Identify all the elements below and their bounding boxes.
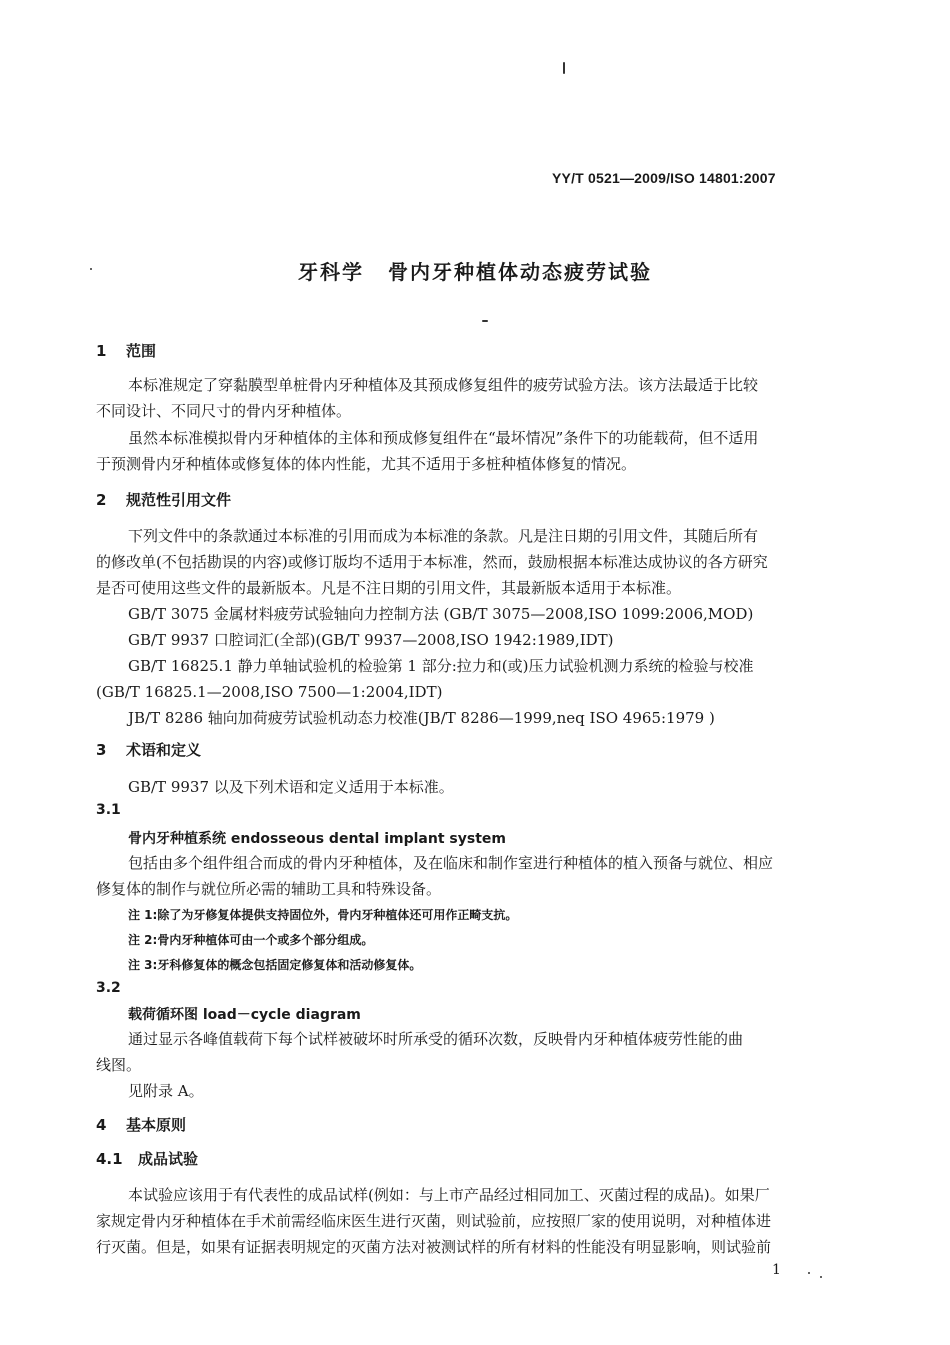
see-also: 见附录 A。 xyxy=(128,1082,204,1100)
note: 注 2:骨内牙种植体可由一个或多个部分组成。 xyxy=(128,933,374,947)
section-title: 范围 xyxy=(126,342,157,360)
section-heading-4 xyxy=(96,1114,186,1135)
standard-code: YY/T 0521—2009/ISO 14801:2007 xyxy=(552,170,776,186)
paragraph-line: 下列文件中的条款通过本标准的引用而成为本标准的条款。凡是注日期的引用文件，其随后所有 xyxy=(128,527,759,545)
term-title: 骨内牙种植系统 endosseous dental implant system xyxy=(128,831,506,847)
scan-artifact xyxy=(482,320,488,322)
subsection-title: 成品试验 xyxy=(138,1150,199,1168)
paragraph-line: 本标准规定了穿黏膜型单桩骨内牙种植体及其预成修复组件的疲劳试验方法。该方法最适于比较 xyxy=(128,376,759,394)
definition-line: 修复体的制作与就位所必需的辅助工具和特殊设备。 xyxy=(96,880,442,898)
paragraph-line: 本试验应该用于有代表性的成品试样(例如：与上市产品经过相同加工、灭菌过程的成品)。如果厂 xyxy=(128,1186,770,1204)
paragraph-line: 不同设计、不同尺寸的骨内牙种植体。 xyxy=(96,402,352,420)
scan-artifact xyxy=(820,1276,822,1278)
section-heading-1 xyxy=(96,340,156,361)
section-heading-2 xyxy=(96,489,231,510)
section-number: 2 xyxy=(96,491,107,509)
scan-artifact xyxy=(808,1272,810,1274)
definition-line: 线图。 xyxy=(96,1056,142,1074)
paragraph-line: 于预测骨内牙种植体或修复体的体内性能，尤其不适用于多桩种植体修复的情况。 xyxy=(96,455,637,473)
section-number: 1 xyxy=(96,342,107,360)
paragraph-line: 家规定骨内牙种植体在手术前需经临床医生进行灭菌，则试验前，应按照厂家的使用说明，对种植体进 xyxy=(96,1212,772,1230)
term-number: 3.1 xyxy=(96,802,121,818)
subsection-number: 4.1 xyxy=(96,1150,123,1168)
note: 注 1:除了为牙修复体提供支持固位外，骨内牙种植体还可用作正畸支抗。 xyxy=(128,908,518,922)
reference-item-cont: (GB/T 16825.1—2008,ISO 7500—1:2004,IDT) xyxy=(96,683,443,701)
section-title: 基本原则 xyxy=(126,1116,187,1134)
title-part1: 牙科学 xyxy=(298,260,364,284)
paragraph-line: GB/T 9937 以及下列术语和定义适用于本标准。 xyxy=(128,778,454,796)
title-part2: 骨内牙种植体动态疲劳试验 xyxy=(388,260,652,284)
section-heading-3 xyxy=(96,739,201,760)
term-number: 3.2 xyxy=(96,980,121,996)
paragraph-line: 虽然本标准模拟骨内牙种植体的主体和预成修复组件在“最坏情况”条件下的功能载荷，但不适用 xyxy=(128,429,759,447)
term-title: 载荷循环图 load－cycle diagram xyxy=(128,1007,361,1023)
scan-artifact xyxy=(90,268,92,270)
section-number: 3 xyxy=(96,741,107,759)
paragraph-line: 行灭菌。但是，如果有证据表明规定的灭菌方法对被测试样的所有材料的性能没有明显影响，则试验前 xyxy=(96,1238,772,1256)
reference-item: GB/T 3075 金属材料疲劳试验轴向力控制方法 (GB/T 3075—2008,ISO 1099:2006,MOD) xyxy=(128,605,754,623)
reference-item: GB/T 16825.1 静力单轴试验机的检验第 1 部分:拉力和(或)压力试验机测力系统的检验与校准 xyxy=(128,657,754,675)
subsection-heading-4-1 xyxy=(96,1148,198,1169)
section-title: 术语和定义 xyxy=(126,741,202,759)
paragraph-line: 是否可使用这些文件的最新版本。凡是不注日期的引用文件，其最新版本适用于本标准。 xyxy=(96,579,682,597)
page-number: 1 xyxy=(772,1262,781,1278)
page-title xyxy=(0,256,950,285)
note: 注 3:牙科修复体的概念包括固定修复体和活动修复体。 xyxy=(128,958,422,972)
reference-item: GB/T 9937 口腔词汇(全部)(GB/T 9937—2008,ISO 1942:1989,IDT) xyxy=(128,631,614,649)
section-title: 规范性引用文件 xyxy=(126,491,232,509)
reference-item: JB/T 8286 轴向加荷疲劳试验机动态力校准(JB/T 8286—1999,neq ISO 4965:1979 ) xyxy=(128,709,715,727)
definition-line: 包括由多个组件组合而成的骨内牙种植体，及在临床和制作室进行种植体的植入预备与就位、相应 xyxy=(128,854,774,872)
section-number: 4 xyxy=(96,1116,107,1134)
paragraph-line: 的修改单(不包括勘误的内容)或修订版均不适用于本标准，然而，鼓励根据本标准达成协议的各方研究 xyxy=(96,553,768,571)
definition-line: 通过显示各峰值载荷下每个试样被破坏时所承受的循环次数，反映骨内牙种植体疲劳性能的曲 xyxy=(128,1030,744,1048)
scan-artifact xyxy=(563,62,565,74)
